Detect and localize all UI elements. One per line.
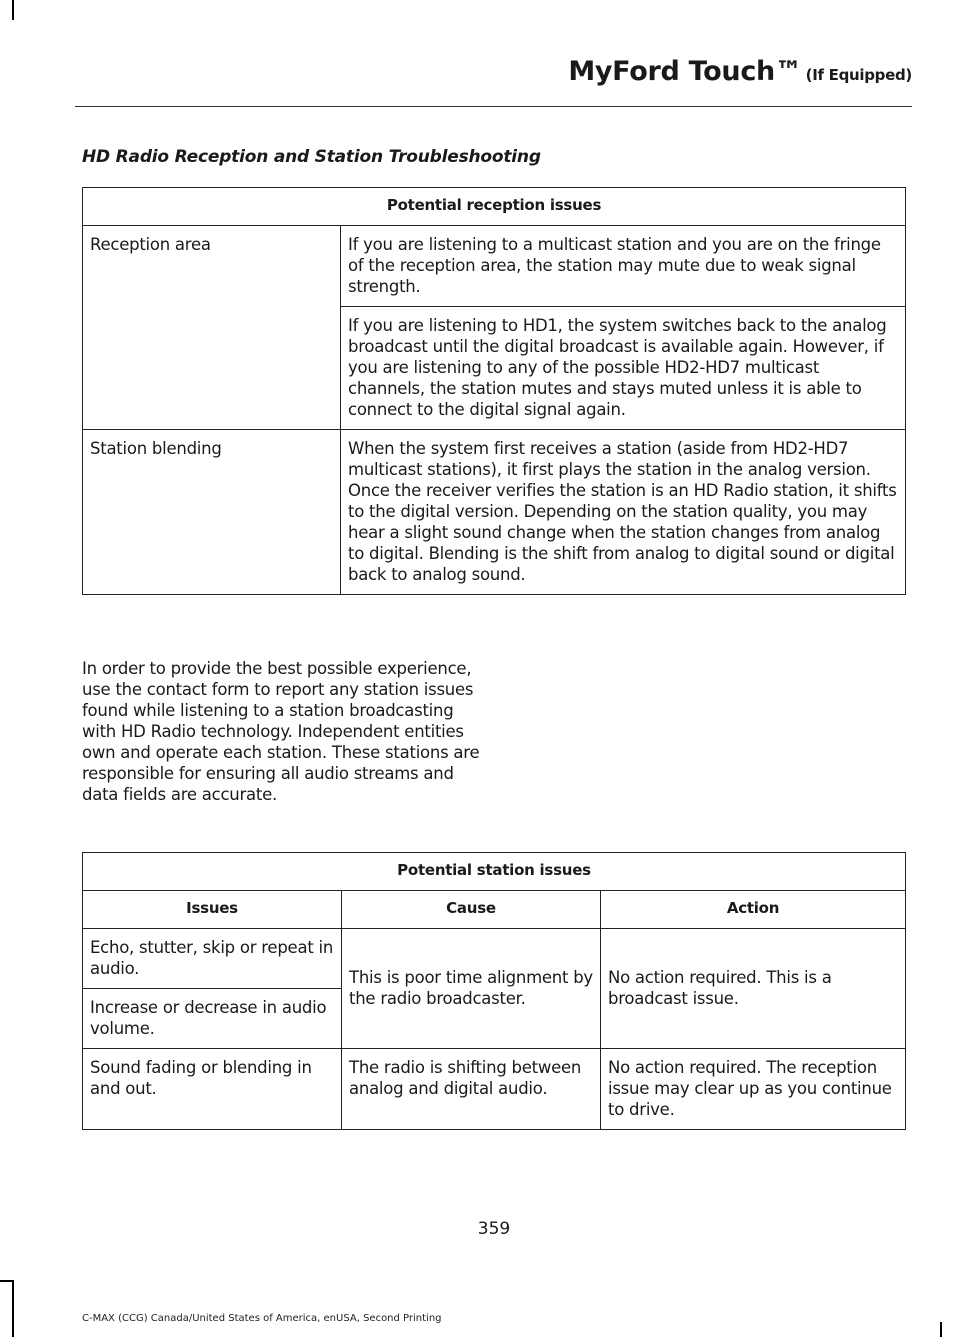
table-header-row [83,853,906,891]
header-title-text: MyFord Touch™ [568,56,802,87]
column-header-issues: Issues [83,891,342,929]
row-entry: When the system first receives a station (aside from HD2-HD7 multicast stations), it first plays the station in the analog version. Once the receiver verifies the station is an HD Radio station, it shifts to the digital version. Depending on the station quality, you may hear a slight sound change when the station changes from analog to digital. Blending is the shift from analog to digital sound or digital back to analog sound. [341,430,906,595]
station-issues-table [82,852,906,1130]
crop-mark-bottom-left [12,1280,14,1337]
table-row [83,430,906,595]
table-header: Potential reception issues [83,188,906,226]
crop-mark-bottom-left-corner [0,1280,14,1282]
table-row [83,226,906,307]
section-heading: HD Radio Reception and Station Troubleshooting [82,147,541,167]
body-paragraph: In order to provide the best possible experience, use the contact form to report any station issues found while listening to a station broadcasting with HD Radio technology. Independent entities own and operate each station. These stations are responsible for ensuring all audio streams and data fields are accurate. [82,659,480,804]
column-header-row [83,891,906,929]
action-cell: No action required. This is a broadcast issue. [601,929,906,1049]
header-rule [75,106,912,107]
column-header-cause: Cause [342,891,601,929]
issue-cell: Increase or decrease in audio volume. [83,989,342,1049]
table-row [83,1049,906,1130]
reception-issues-table [82,187,906,595]
row-entry: If you are listening to HD1, the system switches back to the analog broadcast until the digital broadcast is available again. However, if you are listening to any of the possible HD2-HD7 multicast channels, the station mutes and stays muted unless it is able to connect to the digital signal again. [341,307,906,430]
row-label: Station blending [83,430,341,595]
page-number: 359 [477,1219,511,1239]
crop-mark-bottom-right [940,1322,942,1337]
table-row [83,929,906,989]
table-header: Potential station issues [83,853,906,891]
cause-cell: This is poor time alignment by the radio broadcaster. [342,929,601,1049]
column-header-action: Action [601,891,906,929]
action-cell: No action required. The reception issue may clear up as you continue to drive. [601,1049,906,1130]
row-entry: If you are listening to a multicast station and you are on the fringe of the reception area, the station may mute due to weak signal strength. [341,226,906,307]
issue-cell: Sound fading or blending in and out. [83,1049,342,1130]
row-label: Reception area [83,226,341,430]
page-header-title [568,56,912,87]
header-title-suffix: (If Equipped) [805,66,912,84]
issue-cell: Echo, stutter, skip or repeat in audio. [83,929,342,989]
footer-text: C-MAX (CCG) Canada/United States of America, enUSA, Second Printing [82,1313,442,1324]
cause-cell: The radio is shifting between analog and digital audio. [342,1049,601,1130]
table-header-row [83,188,906,226]
crop-mark-top-left [12,0,14,20]
